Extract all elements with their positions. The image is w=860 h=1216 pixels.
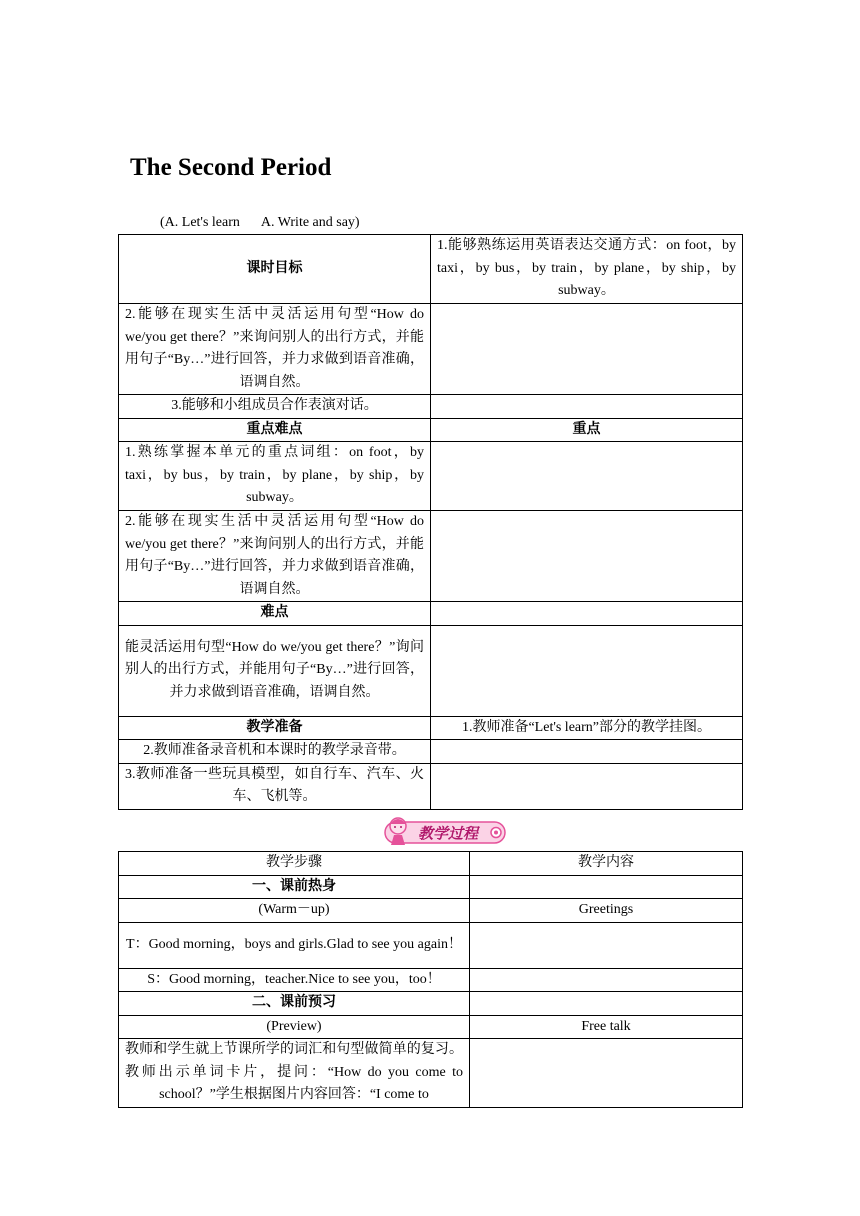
objective-1: 1.能够熟练运用英语表达交通方式：on foot，by taxi，by bus，by train，by plane，by ship，by subway。 <box>431 235 743 304</box>
table-row <box>119 511 743 602</box>
table-row <box>119 899 743 923</box>
teaching-process-badge <box>384 814 508 848</box>
objective-2: 2.能够在现实生活中灵活运用句型“How do we/you get there？”来询问别人的出行方式，并能用句子“By…”进行回答，并力求做到语音准确，语调自然。 <box>119 304 431 395</box>
empty-cell <box>431 511 743 602</box>
table-row <box>119 922 743 968</box>
table-row <box>119 395 743 419</box>
table-row <box>119 418 743 442</box>
table-row <box>119 968 743 992</box>
empty-cell <box>431 395 743 419</box>
table-row <box>119 1015 743 1039</box>
content-cell <box>470 968 743 992</box>
content-cell <box>470 922 743 968</box>
step-cell: 一、课前热身 <box>119 875 470 899</box>
key-point-1: 1.熟练掌握本单元的重点词组：on foot，by taxi，by bus，by train，by plane，by ship，by subway。 <box>119 442 431 511</box>
step-cell: 二、课前预习 <box>119 992 470 1016</box>
empty-cell <box>431 763 743 809</box>
process-badge-label: 教学过程 <box>417 824 479 843</box>
empty-cell <box>431 304 743 395</box>
step-cell: S：Good morning，teacher.Nice to see you，too！ <box>119 968 470 992</box>
prep-label: 教学准备 <box>119 716 431 740</box>
lesson-subtitle: (A. Let's learn A. Write and say) <box>160 215 360 230</box>
content-cell: Free talk <box>470 1015 743 1039</box>
table-row <box>119 442 743 511</box>
objective-3: 3.能够和小组成员合作表演对话。 <box>119 395 431 419</box>
step-cell: T：Good morning，boys and girls.Glad to see you again！ <box>119 922 470 968</box>
table-row <box>119 992 743 1016</box>
empty-cell <box>431 740 743 764</box>
target-icon <box>491 828 501 838</box>
header-steps: 教学步骤 <box>119 852 470 876</box>
table-row <box>119 235 743 304</box>
header-content: 教学内容 <box>470 852 743 876</box>
page-title: The Second Period <box>130 154 332 181</box>
prep-3: 3.教师准备一些玩具模型，如自行车、汽车、火车、飞机等。 <box>119 763 431 809</box>
content-cell <box>470 1039 743 1108</box>
key-difficult-label: 重点难点 <box>119 418 431 442</box>
step-cell: 教师和学生就上节课所学的词汇和句型做简单的复习。教师出示单词卡片，提问：“How do you come to school？”学生根据图片内容回答：“I come to <box>119 1039 470 1108</box>
empty-cell <box>431 625 743 716</box>
empty-cell <box>431 442 743 511</box>
difficult-point-1: 能灵活运用句型“How do we/you get there？”询问别人的出行方式，并能用句子“By…”进行回答，并力求做到语音准确，语调自然。 <box>119 625 431 716</box>
prep-1: 1.教师准备“Let's learn”部分的教学挂图。 <box>431 716 743 740</box>
step-cell: (Warm－up) <box>119 899 470 923</box>
table-row <box>119 304 743 395</box>
table-header-row <box>119 852 743 876</box>
table-row <box>119 740 743 764</box>
objectives-label: 课时目标 <box>119 235 431 304</box>
content-cell: Greetings <box>470 899 743 923</box>
table-row <box>119 763 743 809</box>
step-cell: (Preview) <box>119 1015 470 1039</box>
key-label: 重点 <box>431 418 743 442</box>
table-row <box>119 602 743 626</box>
table-row <box>119 875 743 899</box>
empty-cell <box>431 602 743 626</box>
lesson-objectives-table <box>118 234 743 810</box>
content-cell <box>470 875 743 899</box>
key-point-2: 2.能够在现实生活中灵活运用句型“How do we/you get there？”来询问别人的出行方式，并能用句子“By…”进行回答，并力求做到语音准确，语调自然。 <box>119 511 431 602</box>
table-row <box>119 1039 743 1108</box>
difficult-label: 难点 <box>119 602 431 626</box>
teaching-process-table <box>118 851 743 1108</box>
table-row <box>119 716 743 740</box>
table-row <box>119 625 743 716</box>
girl-mascot-icon <box>390 818 406 845</box>
content-cell <box>470 992 743 1016</box>
prep-2: 2.教师准备录音机和本课时的教学录音带。 <box>119 740 431 764</box>
